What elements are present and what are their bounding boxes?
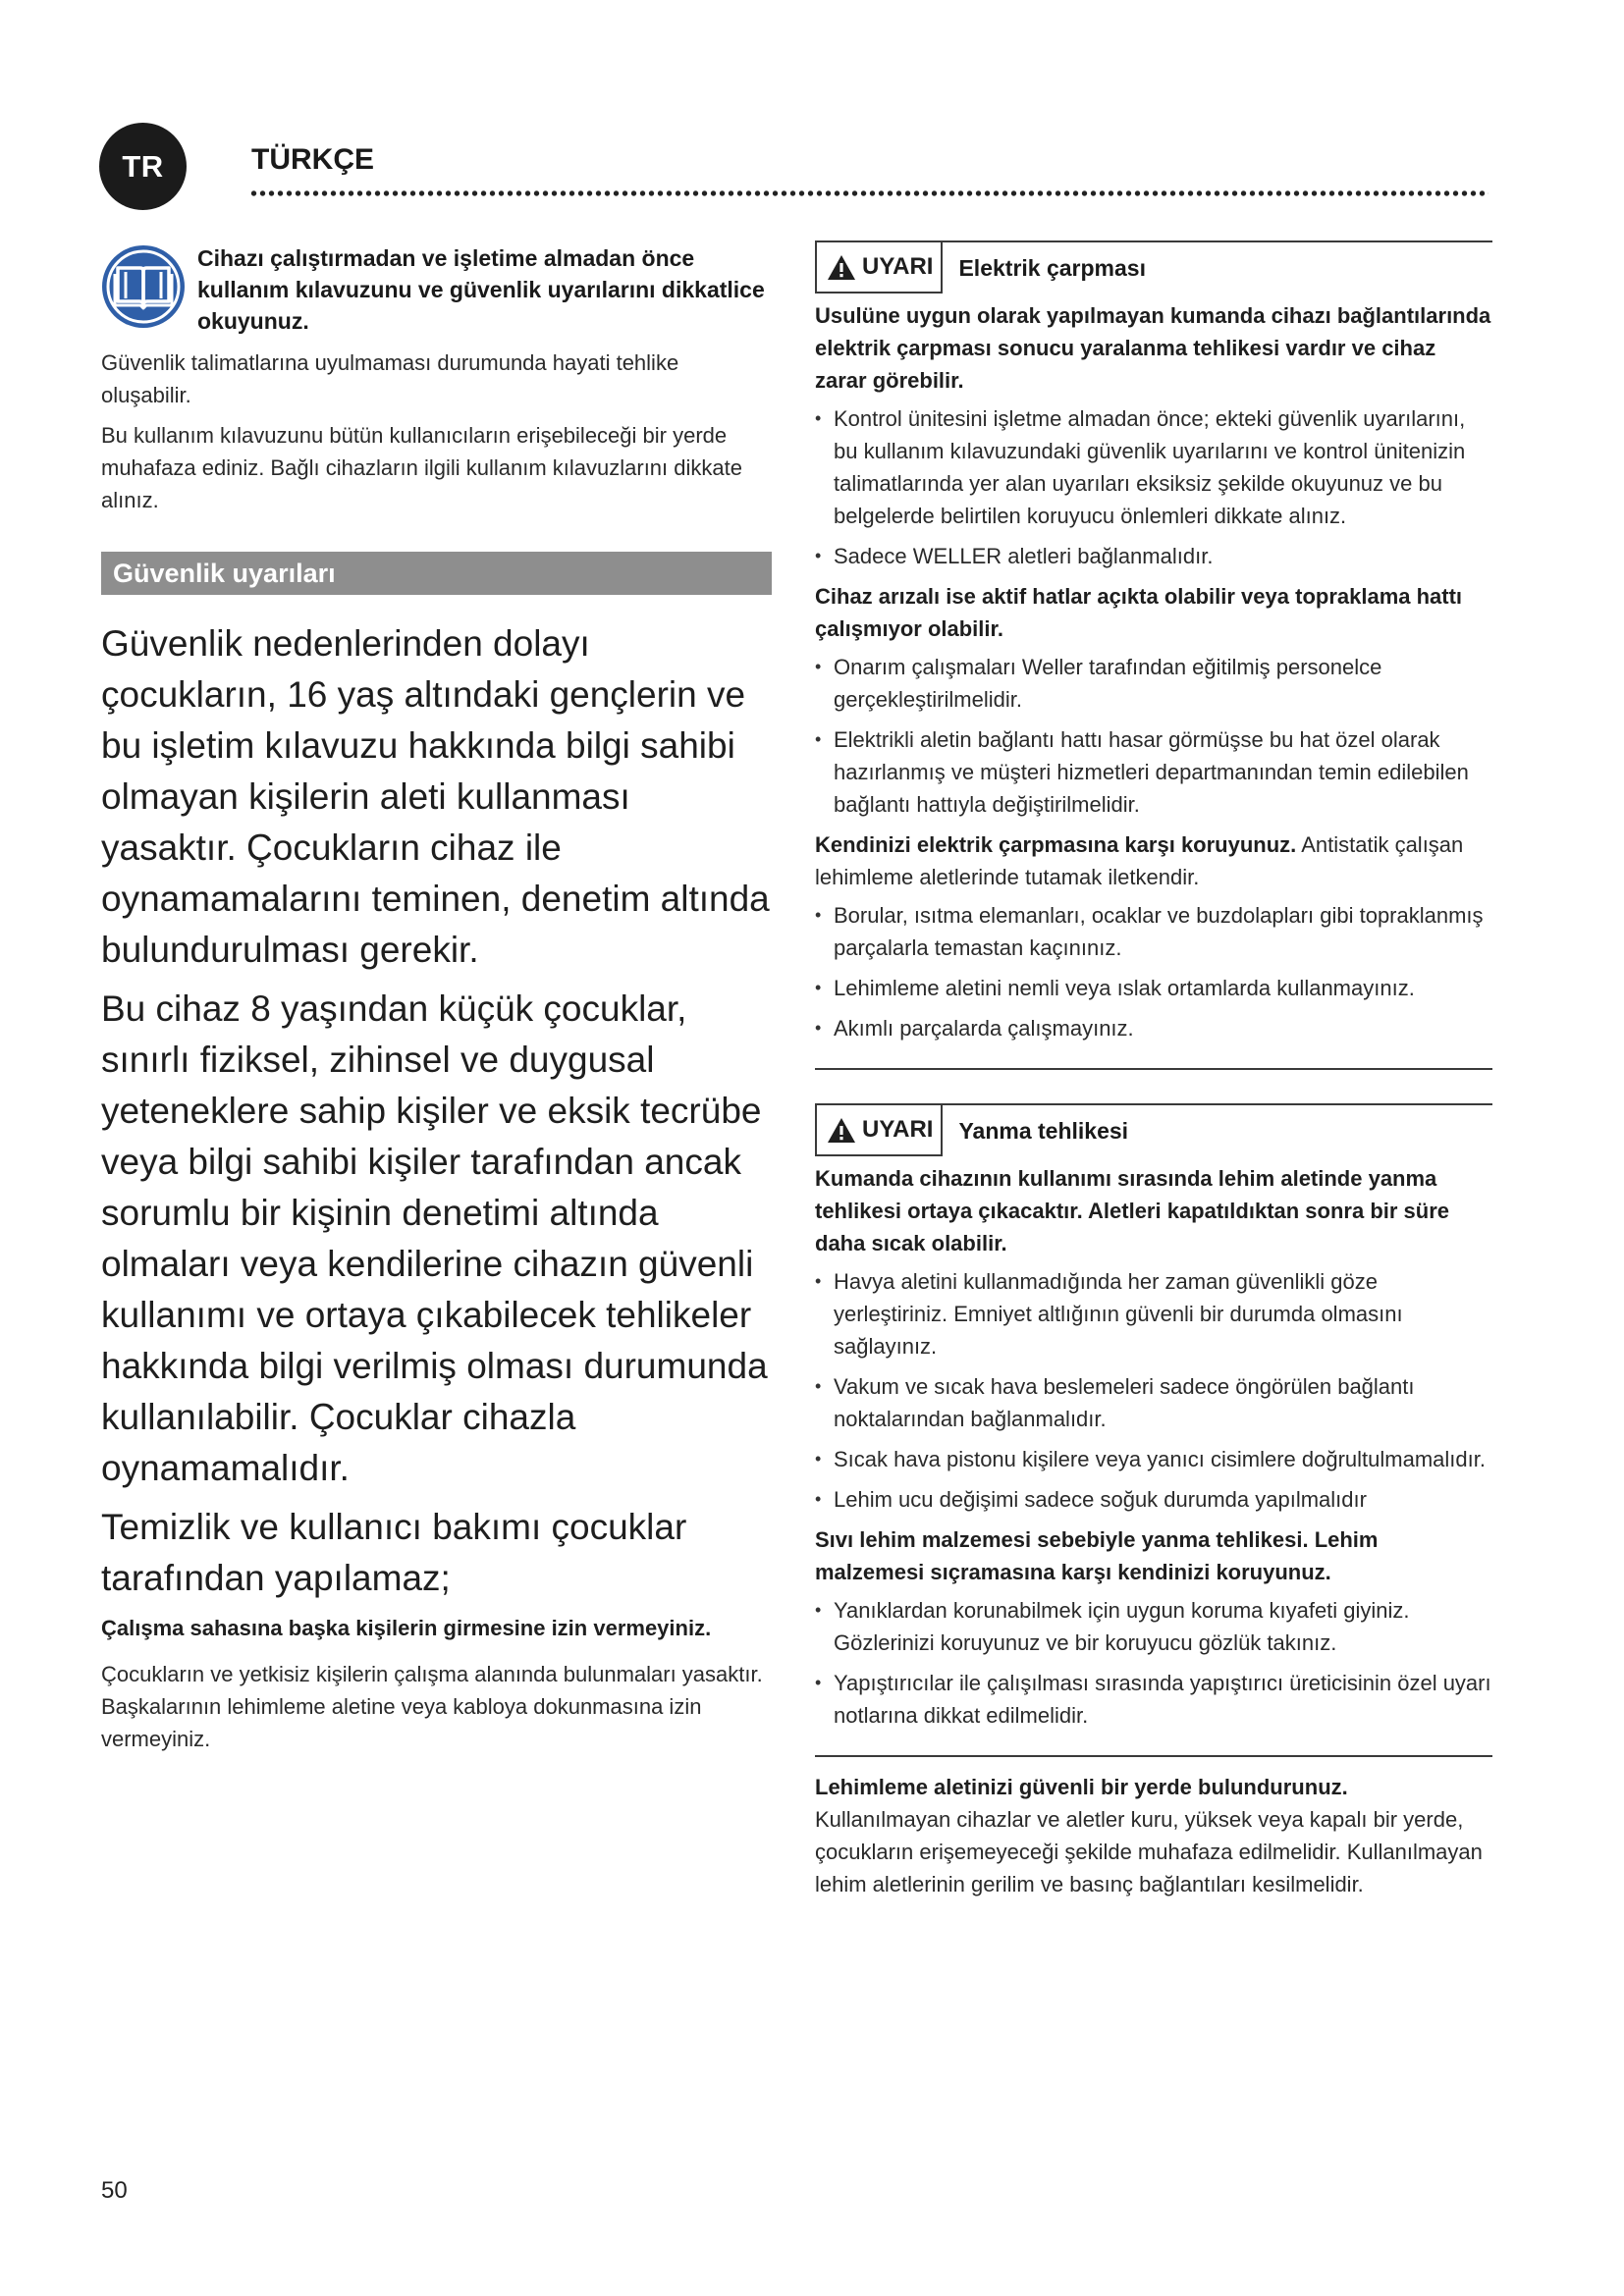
warning-lead: Kumanda cihazının kullanımı sırasında lehim aletinde yanma tehlikesi ortaya çıkacaktır. Aletleri kapatıldıktan sonra bir süre daha sıcak olabilir. bbox=[815, 1166, 1450, 1255]
bullet-list bbox=[815, 1265, 1492, 1516]
list-item: • Havya aletini kullanmadığında her zaman güvenlikli göze yerleştiriniz. Emniyet altlığının güvenli bir durumda olmasını sağlayınız. bbox=[815, 1265, 1492, 1362]
warning-subheading: Sıvı lehim malzemesi sebebiyle yanma tehlikesi. Lehim malzemesi sıçramasına karşı kendinizi koruyunuz. bbox=[815, 1527, 1379, 1584]
warning-label bbox=[815, 242, 943, 294]
warning-label-text: UYARI bbox=[862, 253, 934, 280]
warning-subheading-bold: Kendinizi elektrik çarpmasına karşı koruyunuz. bbox=[815, 832, 1297, 857]
work-area-paragraph: Çocukların ve yetkisiz kişilerin çalışma alanında bulunmaları yasaktır. Başkalarının lehimleme aletine veya kabloya dokunmasına izin vermeyiniz. bbox=[101, 1662, 763, 1751]
list-item: • Yapıştırıcılar ile çalışılması sırasında yapıştırıcı üreticisinin özel uyarı notlarına dikkat edilmelidir. bbox=[815, 1667, 1492, 1732]
safety-section-heading: Güvenlik uyarıları bbox=[101, 552, 772, 595]
list-item: • Sadece WELLER aletleri bağlanmalıdır. bbox=[815, 540, 1492, 572]
warning-triangle-icon bbox=[827, 254, 856, 281]
language-title: TÜRKÇE bbox=[251, 143, 374, 176]
dotted-divider bbox=[249, 189, 1489, 197]
intro-notice bbox=[101, 240, 772, 337]
list-item: • Kontrol ünitesini işletme almadan önce; ekteki güvenlik uyarılarını, bu kullanım kılavuzundaki güvenlik uyarılarını ve kontrol ünitenizin talimatlarında yer alan uyarıları eksiksiz şekilde okuyunuz ve bu belgelerde belirtilen koruyucu önlemleri dikkate alınız. bbox=[815, 402, 1492, 532]
safety-large-paragraph-1: Güvenlik nedenlerinden dolayı çocukların, 16 yaş altındaki gençlerin ve bu işletim kılavuzu hakkında bilgi sahibi olmayan kişilerin aleti kullanması yasaktır. Çocukların cihaz ile oynamamalarını teminen, denetim altında bulundurulması gerekir. bbox=[101, 623, 770, 970]
warning-subheading: Cihaz arızalı ise aktif hatlar açıkta olabilir veya topraklama hattı çalışmıyor olabilir. bbox=[815, 584, 1463, 641]
left-column bbox=[101, 240, 772, 1755]
intro-paragraph-1: Güvenlik talimatlarına uyulmaması durumunda hayati tehlike oluşabilir. bbox=[101, 350, 679, 407]
bullet-list bbox=[815, 651, 1492, 821]
warning-subheading-rest: Antistatik çalışan lehimleme aletlerinde tutamak iletkendir. bbox=[815, 832, 1464, 889]
manual-book-icon bbox=[101, 244, 186, 329]
warning-label-text: UYARI bbox=[862, 1116, 934, 1143]
bullet-list bbox=[815, 402, 1492, 572]
intro-paragraph-2: Bu kullanım kılavuzunu bütün kullanıcıların erişebileceği bir yerde muhafaza ediniz. Bağlı cihazların ilgili kullanım kılavuzlarını dikkate alınız. bbox=[101, 423, 742, 512]
safety-large-paragraph-3: Temizlik ve kullanıcı bakımı çocuklar tarafından yapılamaz; bbox=[101, 1507, 687, 1598]
warning-title: Yanma tehlikesi bbox=[958, 1117, 1129, 1144]
bullet-list bbox=[815, 1594, 1492, 1732]
right-column bbox=[815, 240, 1492, 1900]
warning-subheading-mixed bbox=[815, 828, 1492, 893]
language-badge: TR bbox=[99, 123, 187, 210]
list-item: • Elektrikli aletin bağlantı hattı hasar görmüşse bu hat özel olarak hazırlanmış ve müşteri hizmetleri departmanından temin edilebilen bağlantı hattıyla değiştirilmelidir. bbox=[815, 723, 1492, 821]
bullet-list bbox=[815, 899, 1492, 1044]
electric-shock-warning bbox=[815, 240, 1492, 1070]
warning-triangle-icon bbox=[827, 1117, 856, 1144]
warning-lead: Usulüne uygun olarak yapılmayan kumanda cihazı bağlantılarında elektrik çarpması sonucu yaralanma tehlikesi vardır ve cihaz zarar görebilir. bbox=[815, 303, 1491, 393]
list-item: • Lehim ucu değişimi sadece soğuk durumda yapılmalıdır bbox=[815, 1483, 1492, 1516]
warning-label bbox=[815, 1105, 943, 1156]
safety-large-paragraph-2: Bu cihaz 8 yaşından küçük çocuklar, sınırlı fiziksel, zihinsel ve duygusal yeteneklere sahip kişiler ve eksik tecrübe veya bilgi sahibi kişiler tarafından ancak sorumlu bir kişinin denetimi altında olmaları veya kendilerine cihazın güvenli kullanımı ve ortaya çıkabilecek tehlikeler hakkında bilgi verilmiş olması durumunda kullanılabilir. Çocuklar cihazla oynamamalıdır. bbox=[101, 988, 768, 1488]
storage-heading: Lehimleme aletinizi güvenli bir yerde bulundurunuz. bbox=[815, 1775, 1348, 1799]
list-item: • Vakum ve sıcak hava beslemeleri sadece öngörülen bağlantı noktalarından bağlanmalıdır. bbox=[815, 1370, 1492, 1435]
storage-paragraph: Kullanılmayan cihazlar ve aletler kuru, yüksek veya kapalı bir yerde, çocukların erişemeyeceği şekilde muhafaza edilmelidir. Kullanılmayan lehim aletlerinin gerilim ve basınç bağlantıları kesilmelidir. bbox=[815, 1807, 1483, 1896]
burn-hazard-warning bbox=[815, 1103, 1492, 1757]
warning-title: Elektrik çarpması bbox=[958, 254, 1146, 281]
list-item: • Lehimleme aletini nemli veya ıslak ortamlarda kullanmayınız. bbox=[815, 972, 1492, 1004]
list-item: • Akımlı parçalarda çalışmayınız. bbox=[815, 1012, 1492, 1044]
list-item: • Onarım çalışmaları Weller tarafından eğitilmiş personelce gerçekleştirilmelidir. bbox=[815, 651, 1492, 716]
page-number: 50 bbox=[101, 2177, 128, 2204]
work-area-warning: Çalışma sahasına başka kişilerin girmesine izin vermeyiniz. bbox=[101, 1616, 712, 1640]
list-item: • Borular, ısıtma elemanları, ocaklar ve buzdolapları gibi topraklanmış parçalarla temastan kaçınınız. bbox=[815, 899, 1492, 964]
list-item: • Yanıklardan korunabilmek için uygun koruma kıyafeti giyiniz. Gözlerinizi koruyunuz ve bir koruyucu gözlük takınız. bbox=[815, 1594, 1492, 1659]
list-item: • Sıcak hava pistonu kişilere veya yanıcı cisimlere doğrultulmamalıdır. bbox=[815, 1443, 1492, 1475]
intro-bold-text: Cihazı çalıştırmadan ve işletime almadan önce kullanım kılavuzunu ve güvenlik uyarılarını dikkatlice okuyunuz. bbox=[197, 245, 765, 334]
